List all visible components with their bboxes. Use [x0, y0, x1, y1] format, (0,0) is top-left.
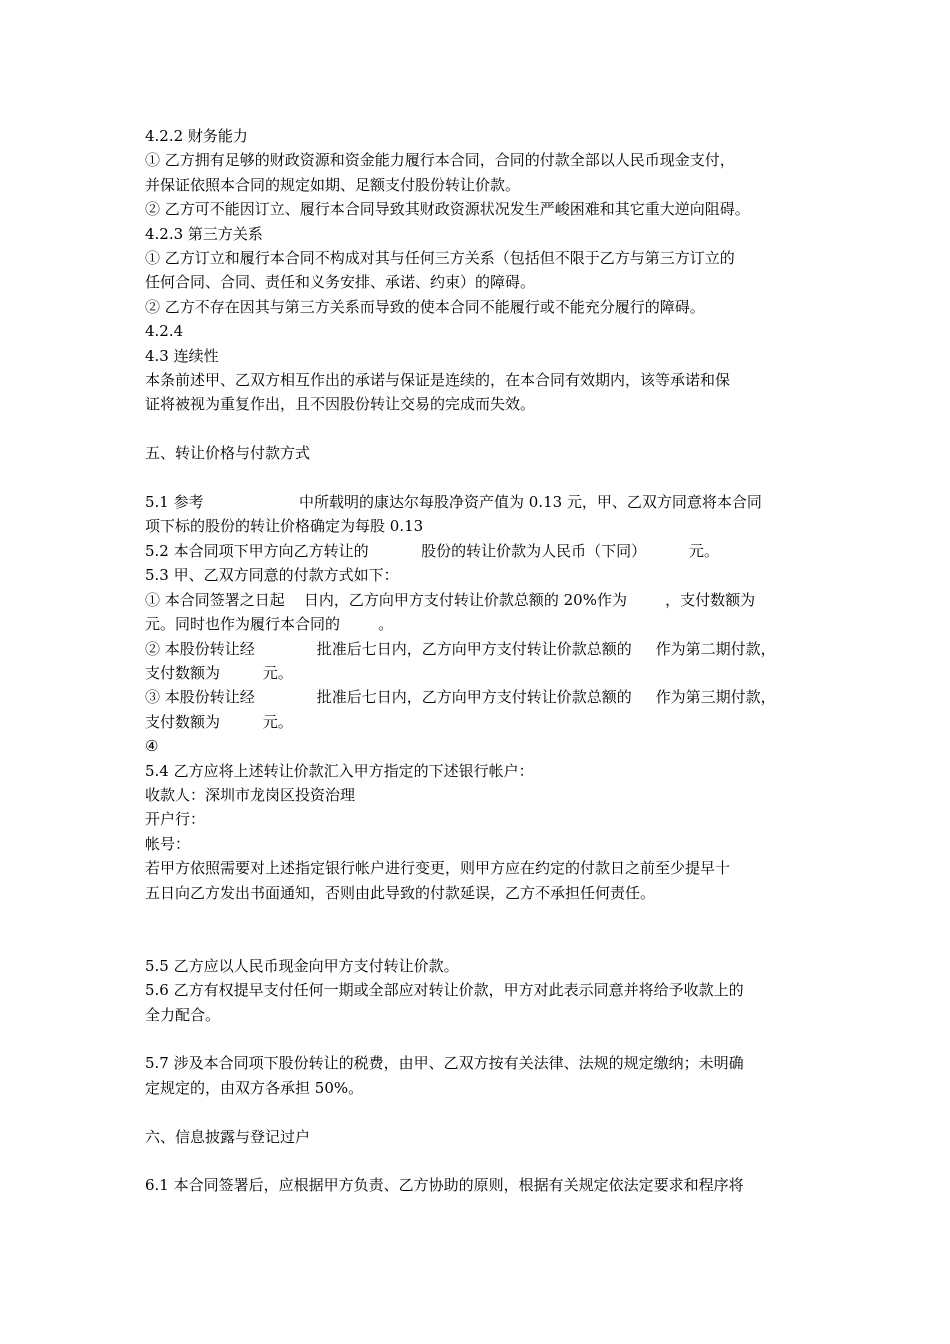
text-line: 全力配合。: [145, 1005, 221, 1024]
text-line: 4.3 连续性: [145, 346, 219, 365]
text-line: 5.1 参考 中所载明的康达尔每股净资产值为 0.13 元，甲、乙双方同意将本合同: [145, 493, 762, 512]
text-line: 证将被视为重复作出，且不因股份转让交易的完成而失效。: [145, 395, 536, 414]
text-line: 并保证依照本合同的规定如期、足额支付股份转让价款。: [145, 175, 521, 194]
text-line: 5.5 乙方应以人民币现金向甲方支付转让价款。: [145, 956, 459, 975]
text-line: 定规定的，由双方各承担 50%。: [145, 1078, 364, 1097]
document-body: [145, 124, 815, 1198]
text-line: 5.4 乙方应将上述转让价款汇入甲方指定的下述银行帐户：: [145, 761, 534, 780]
text-line: 5.6 乙方有权提早支付任何一期或全部应对转让价款，甲方对此表示同意并将给予收款上的: [145, 981, 744, 1000]
blank-line: [145, 929, 815, 953]
text-line: ④: [145, 737, 159, 756]
text-line: 5.2 本合同项下甲方向乙方转让的 股份的转让价款为人民币（下同） 元。: [145, 541, 719, 560]
text-line: 帐号：: [145, 834, 191, 853]
text-line: 本条前述甲、乙双方相互作出的承诺与保证是连续的，在本合同有效期内，该等承诺和保: [145, 371, 731, 390]
blank-line: [145, 417, 815, 441]
text-line: 4.2.2 财务能力: [145, 127, 248, 145]
text-line: 6.1 本合同签署后，应根据甲方负责、乙方协助的原则，根据有关规定依法定要求和程序将: [145, 1176, 744, 1195]
text-line: ① 乙方订立和履行本合同不构成对其与任何三方关系（包括但不限于乙方与第三方订立的: [145, 249, 735, 268]
blank-line: [145, 905, 815, 929]
text-line: 5.3 甲、乙双方同意的付款方式如下：: [145, 566, 399, 585]
text-line: ② 本股份转让经 批准后七日内，乙方向甲方支付转让价款总额的 作为第二期付款，: [145, 639, 776, 658]
blank-line: [145, 1027, 815, 1051]
text-line: 收款人：深圳市龙岗区投资治理: [145, 785, 356, 804]
text-line: ③ 本股份转让经 批准后七日内，乙方向甲方支付转让价款总额的 作为第三期付款，: [145, 688, 776, 707]
text-line: 元。同时也作为履行本合同的 。: [145, 615, 394, 634]
text-line: ① 乙方拥有足够的财政资源和资金能力履行本合同，合同的付款全部以人民币现金支付，: [145, 151, 735, 170]
blank-line: [145, 1100, 815, 1124]
text-line: 五、转让价格与付款方式: [145, 444, 311, 463]
text-line: 4.2.4: [145, 322, 184, 341]
text-line: 任何合同、合同、责任和义务安排、承诺、约束）的障碍。: [145, 273, 536, 292]
text-line: 项下标的股份的转让价格确定为每股 0.13: [145, 517, 424, 536]
text-line: 支付数额为 元。: [145, 663, 293, 682]
text-line: 若甲方依照需要对上述指定银行帐户进行变更，则甲方应在约定的付款日之前至少提早十: [145, 859, 731, 878]
text-line: ② 乙方不存在因其与第三方关系而导致的使本合同不能履行或不能充分履行的障碍。: [145, 297, 705, 316]
text-line: 开户行：: [145, 810, 206, 829]
text-line: ① 本合同签署之日起 日内，乙方向甲方支付转让价款总额的 20%作为 ，支付数额为: [145, 590, 756, 609]
blank-line: [145, 466, 815, 490]
blank-line: [145, 1149, 815, 1173]
text-line: 4.2.3 第三方关系: [145, 224, 263, 243]
text-line: 六、信息披露与登记过户: [145, 1127, 311, 1146]
text-line: 五日向乙方发出书面通知，否则由此导致的付款延误，乙方不承担任何责任。: [145, 883, 656, 902]
text-line: 5.7 涉及本合同项下股份转让的税费，由甲、乙双方按有关法律、法规的规定缴纳；未明确: [145, 1054, 744, 1073]
text-line: ② 乙方可不能因订立、履行本合同导致其财政资源状况发生严峻困难和其它重大逆向阻碍。: [145, 200, 750, 219]
text-line: 支付数额为 元。: [145, 712, 293, 731]
